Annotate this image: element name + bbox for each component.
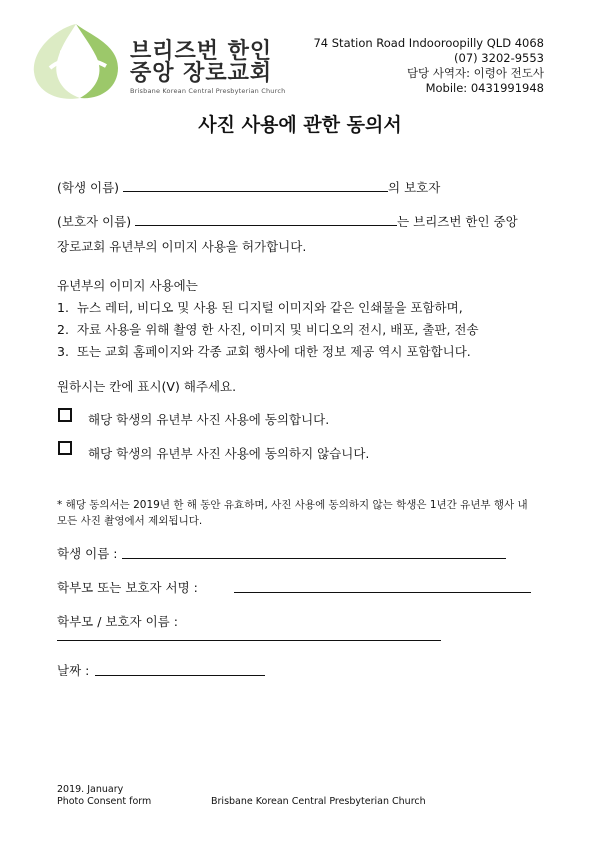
student-guardian-row <box>57 178 440 196</box>
church-mobile: Mobile: 0431991948 <box>425 81 544 95</box>
consent-instruction: 원하시는 칸에 표시(V) 해주세요. <box>57 379 237 394</box>
footer-date: 2019. January <box>57 784 124 795</box>
guardian-statement: 장로교회 유년부의 이미지 사용을 허가합니다. <box>57 239 307 254</box>
usage-item-1 <box>57 298 463 316</box>
usage-intro: 유년부의 이미지 사용에는 <box>57 278 198 293</box>
usage-item-1-text: 뉴스 레터, 비디오 및 사용 된 디지털 이미지와 같은 인쇄물을 포함하며, <box>76 300 463 315</box>
church-contact: 담당 사역자: 이령아 전도사 <box>406 66 544 80</box>
usage-item-2 <box>57 320 479 338</box>
disagree-checkbox[interactable] <box>58 441 72 455</box>
logo-name-line2: 중앙 장로교회 <box>130 61 273 86</box>
church-logo-icon <box>28 22 128 102</box>
usage-item-3-text: 또는 교회 홈페이지와 각종 교회 행사에 대한 정보 제공 역시 포함합니다. <box>76 344 471 359</box>
parent-signature-label: 학부모 또는 보호자 서명 : <box>57 580 198 595</box>
student-name-signature-field[interactable] <box>122 558 506 559</box>
guardian-suffix: 는 브리즈번 한인 중앙 <box>397 214 518 229</box>
church-address: 74 Station Road Indooroopilly QLD 4068 <box>313 36 544 50</box>
agree-checkbox[interactable] <box>58 408 72 422</box>
validity-note-line2: 모든 사진 촬영에서 제외됩니다. <box>57 515 203 527</box>
agree-label: 해당 학생의 유년부 사진 사용에 동의합니다. <box>88 412 330 427</box>
disagree-label: 해당 학생의 유년부 사진 사용에 동의하지 않습니다. <box>88 446 370 461</box>
student-name-field[interactable] <box>123 191 388 192</box>
page-title: 사진 사용에 관한 동의서 <box>198 114 402 136</box>
guardian-row <box>57 212 518 230</box>
church-phone: (07) 3202-9553 <box>454 51 544 65</box>
usage-item-2-num: 2. <box>57 322 69 337</box>
guardian-name-field[interactable] <box>135 225 397 226</box>
validity-note-line1: * 해당 동의서는 2019년 한 해 동안 유효하며, 사진 사용에 동의하지 않는 학생은 1년간 유년부 행사 내 <box>57 499 528 511</box>
parent-signature-field[interactable] <box>234 592 531 593</box>
student-name-label: 학생 이름 : <box>57 546 118 561</box>
footer-church-name: Brisbane Korean Central Presbyterian Church <box>211 796 426 807</box>
footer-form-name: Photo Consent form <box>57 796 152 807</box>
date-label: 날짜 : <box>57 663 90 678</box>
usage-item-3 <box>57 342 471 360</box>
guardian-label: (보호자 이름) <box>57 214 132 229</box>
student-suffix: 의 보호자 <box>388 180 441 195</box>
usage-item-3-num: 3. <box>57 344 69 359</box>
usage-item-2-text: 자료 사용을 위해 촬영 한 사진, 이미지 및 비디오의 전시, 배포, 출판, 전송 <box>76 322 479 337</box>
logo-name-english: Brisbane Korean Central Presbyterian Church <box>130 87 286 95</box>
usage-item-1-num: 1. <box>57 300 69 315</box>
date-field[interactable] <box>95 675 265 676</box>
parent-name-label: 학부모 / 보호자 이름 : <box>57 614 178 629</box>
validity-note <box>57 497 528 529</box>
parent-name-field[interactable] <box>57 640 441 641</box>
student-label: (학생 이름) <box>57 180 120 195</box>
logo-name-line1: 브리즈번 한인 <box>130 39 273 64</box>
